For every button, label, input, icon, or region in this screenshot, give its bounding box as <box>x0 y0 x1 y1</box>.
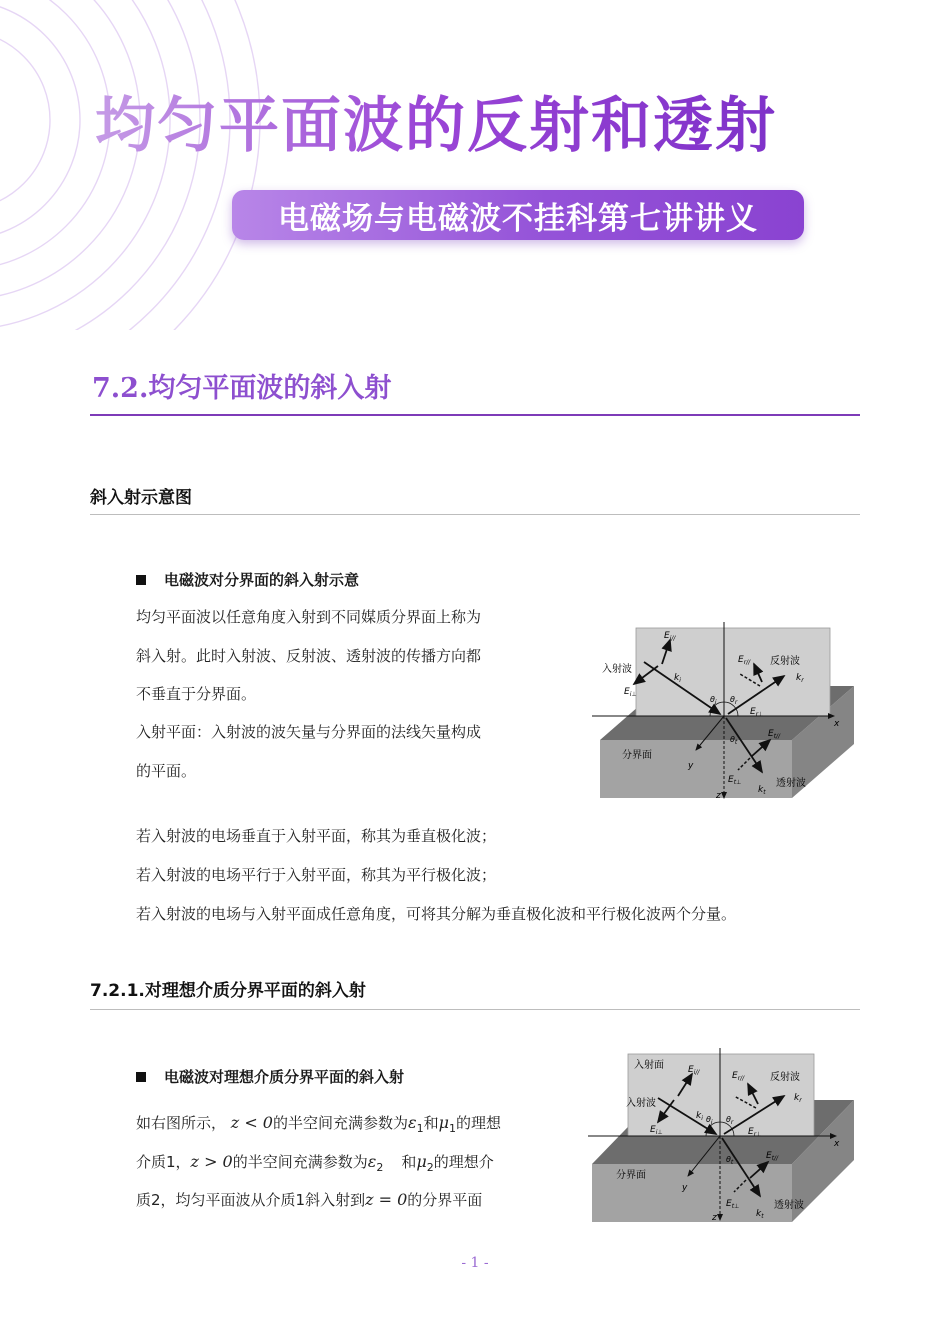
label-E-r-par: $E_{r//}$ <box>732 1071 745 1082</box>
subsection-divider <box>90 514 860 515</box>
label-k-i: $k_i$ <box>674 673 681 684</box>
subsection-divider <box>90 1009 860 1010</box>
bullet-heading: 电磁波对理想介质分界平面的斜入射 <box>136 1066 404 1087</box>
paragraph-line: 均匀平面波以任意角度入射到不同媒质分界面上称为 <box>136 608 482 626</box>
section-heading: 7.2.均匀平面波的斜入射 <box>92 373 392 404</box>
label-E-t-par: $E_{t//}$ <box>766 1151 779 1162</box>
polarization-line: 若入射波的电场与入射平面成任意角度，可将其分解为垂直极化波和平行极化波两个分量。 <box>136 905 737 923</box>
label-E-r-perp: $E_{r\perp}$ <box>748 1127 762 1138</box>
label-y: y <box>682 1183 688 1193</box>
page-number: - 1 - <box>461 1255 489 1271</box>
label-E-i-par: $E_{i//}$ <box>664 631 676 642</box>
label-transmitted-wave: 透射波 <box>774 1200 804 1211</box>
label-y: y <box>688 761 694 771</box>
subsection-heading-diagram: 斜入射示意图 <box>90 488 192 508</box>
bullet-heading: 电磁波对分界面的斜入射示意 <box>136 569 359 590</box>
label-theta-i: $\theta_i$ <box>710 695 717 706</box>
section-divider <box>90 414 860 416</box>
ideal-dielectric-diagram <box>588 1048 856 1224</box>
polarization-line: 若入射波的电场垂直于入射平面，称其为垂直极化波； <box>136 827 497 845</box>
label-E-i-par: $E_{i//}$ <box>688 1065 700 1076</box>
label-E-t-perp: $E_{t\perp}$ <box>728 775 742 786</box>
paragraph-line: 入射平面：入射波的波矢量与分界面的法线矢量构成 <box>136 723 482 741</box>
label-incident-plane: 入射面 <box>634 1060 664 1071</box>
polarization-line: 若入射波的电场平行于入射平面，称其为平行极化波； <box>136 866 497 884</box>
label-incident-wave: 入射波 <box>602 664 632 675</box>
label-theta-r: $\theta_r$ <box>726 1115 734 1126</box>
label-x: x <box>834 1139 840 1149</box>
label-E-r-perp: $E_{r\perp}$ <box>750 707 764 718</box>
paragraph-line: 斜入射。此时入射波、反射波、透射波的传播方向都 <box>136 647 482 665</box>
paragraph-line: 介质1，z > 0的半空间充满参数为$\varepsilon_2$ 和$\mu_2$的理想介 <box>136 1152 494 1174</box>
label-k-t: $k_t$ <box>756 1209 764 1220</box>
label-theta-i: $\theta_i$ <box>706 1115 713 1126</box>
label-k-r: $k_r$ <box>796 673 804 684</box>
label-x: x <box>834 719 840 729</box>
paragraph-line: 质2，均匀平面波从介质1斜入射到z = 0的分界平面 <box>136 1190 483 1209</box>
bullet-square-icon <box>136 1072 146 1082</box>
label-E-t-par: $E_{t//}$ <box>768 729 781 740</box>
label-E-i-perp: $E_{i\perp}$ <box>650 1125 663 1136</box>
label-theta-t: $\theta_t$ <box>730 735 738 746</box>
title-reference: [2] <box>777 84 826 119</box>
document-title: 均匀平面波的反射和透射[2] <box>95 78 826 164</box>
paragraph-line: 不垂直于分界面。 <box>136 685 257 703</box>
paragraph-line: 如右图所示， z < 0的半空间充满参数为$\varepsilon_1$和$\mu_1$的理想 <box>136 1113 502 1135</box>
label-k-i: $k_i$ <box>696 1111 703 1122</box>
subtitle-banner: 电磁场与电磁波不挂科第七讲讲义 <box>232 190 804 240</box>
label-incident-wave: 入射波 <box>626 1098 656 1109</box>
label-E-t-perp: $E_{t\perp}$ <box>726 1199 740 1210</box>
label-transmitted-wave: 透射波 <box>776 778 806 789</box>
label-interface: 分界面 <box>616 1170 646 1181</box>
label-theta-r: $\theta_r$ <box>730 695 738 706</box>
label-E-r-par: $E_{r//}$ <box>738 655 751 666</box>
label-k-t: $k_t$ <box>758 785 766 796</box>
oblique-incidence-diagram <box>592 622 856 802</box>
label-k-r: $k_r$ <box>794 1093 802 1104</box>
label-z: z <box>716 791 721 801</box>
label-reflected-wave: 反射波 <box>770 1072 800 1083</box>
label-theta-t: $\theta_t$ <box>726 1155 734 1166</box>
bullet-square-icon <box>136 575 146 585</box>
subsection-heading-ideal-dielectric: 7.2.1.对理想介质分界平面的斜入射 <box>90 981 366 1001</box>
label-z: z <box>712 1213 717 1223</box>
background-arcs <box>0 0 520 330</box>
paragraph-line: 的平面。 <box>136 762 197 780</box>
label-reflected-wave: 反射波 <box>770 656 800 667</box>
label-E-i-perp: $E_{i\perp}$ <box>624 687 637 698</box>
label-interface: 分界面 <box>622 750 652 761</box>
